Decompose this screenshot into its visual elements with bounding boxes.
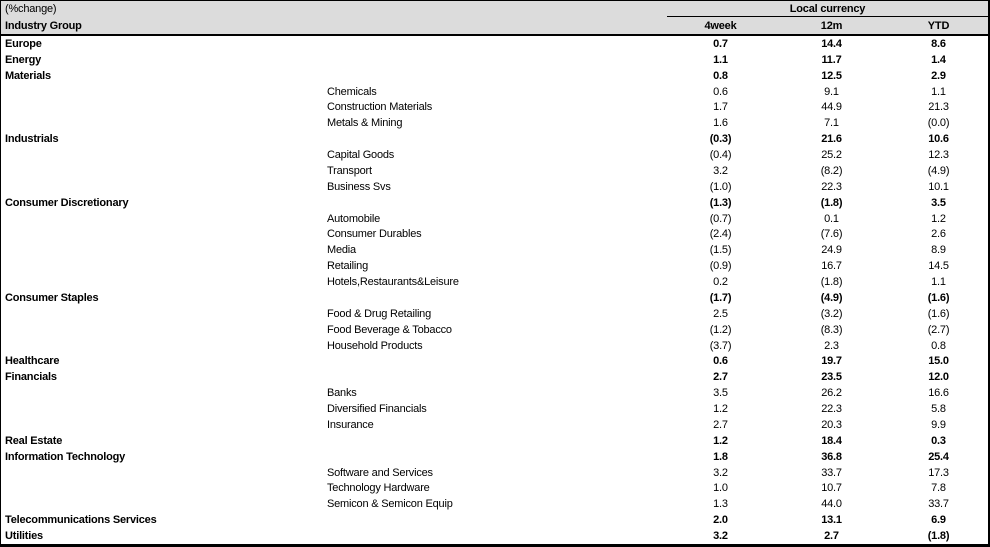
industry-group-label: Energy xyxy=(5,53,42,66)
value-4week: 1.8 xyxy=(713,450,728,463)
sub-industry-label: Automobile xyxy=(327,212,381,225)
table-row xyxy=(1,36,988,52)
value-4week: 2.5 xyxy=(713,307,728,320)
value-4week: 1.1 xyxy=(713,53,728,66)
value-12m: 12.5 xyxy=(821,69,842,82)
value-ytd: 17.3 xyxy=(928,466,949,479)
value-4week: (0.9) xyxy=(709,260,732,273)
table-row xyxy=(1,496,988,512)
value-12m: 0.1 xyxy=(824,212,839,225)
value-ytd: 16.6 xyxy=(928,387,949,400)
value-4week: 1.3 xyxy=(713,498,728,511)
value-4week: 1.7 xyxy=(713,101,728,114)
value-12m: 2.3 xyxy=(824,339,839,352)
industry-group-label: Healthcare xyxy=(5,355,60,368)
value-12m: 24.9 xyxy=(821,244,842,257)
column-header-4week: 4week xyxy=(704,19,737,32)
table-row xyxy=(1,322,988,338)
sub-industry-label: Diversified Financials xyxy=(327,403,427,416)
local-currency-group-header: Local currency xyxy=(667,1,988,17)
sub-industry-label: Hotels,Restaurants&Leisure xyxy=(327,276,459,289)
value-12m: 19.7 xyxy=(821,355,842,368)
value-ytd: 10.1 xyxy=(928,180,949,193)
value-12m: 25.2 xyxy=(821,149,842,162)
industry-group-label: Utilities xyxy=(5,530,43,543)
value-ytd: 1.2 xyxy=(931,212,946,225)
value-4week: (1.5) xyxy=(709,244,732,257)
value-ytd: (1.6) xyxy=(927,307,950,320)
industry-group-label: Information Technology xyxy=(5,450,126,463)
industry-group-label: Industrials xyxy=(5,133,59,146)
value-12m: 7.1 xyxy=(824,117,839,130)
industry-group-label: Consumer Staples xyxy=(5,291,99,304)
sub-industry-label: Media xyxy=(327,244,356,257)
value-4week: 2.0 xyxy=(713,514,728,527)
value-12m: 11.7 xyxy=(821,53,842,66)
value-12m: (3.2) xyxy=(820,307,843,320)
value-4week: 3.2 xyxy=(713,466,728,479)
value-4week: (0.3) xyxy=(709,133,732,146)
sub-industry-label: Insurance xyxy=(327,418,374,431)
value-4week: (2.4) xyxy=(709,228,732,241)
table-row xyxy=(1,84,988,100)
sub-industry-label: Metals & Mining xyxy=(327,117,403,130)
value-ytd: 14.5 xyxy=(928,260,949,273)
table-row xyxy=(1,528,988,544)
header-row-units xyxy=(1,1,988,17)
table-row xyxy=(1,433,988,449)
sub-industry-label: Consumer Durables xyxy=(327,228,422,241)
value-ytd: 9.9 xyxy=(931,418,946,431)
value-ytd: 0.3 xyxy=(931,434,946,447)
value-ytd: 2.9 xyxy=(931,69,946,82)
value-12m: (4.9) xyxy=(820,291,843,304)
sub-industry-label: Semicon & Semicon Equip xyxy=(327,498,453,511)
value-12m: 13.1 xyxy=(821,514,842,527)
value-4week: 1.2 xyxy=(713,403,728,416)
industry-group-label: Telecommunications Services xyxy=(5,514,157,527)
industry-group-label: Consumer Discretionary xyxy=(5,196,129,209)
sub-industry-label: Household Products xyxy=(327,339,423,352)
table-row xyxy=(1,481,988,497)
table-row xyxy=(1,306,988,322)
sub-industry-label: Capital Goods xyxy=(327,149,395,162)
value-ytd: 12.0 xyxy=(928,371,949,384)
sub-industry-label: Food Beverage & Tobacco xyxy=(327,323,452,336)
table-row xyxy=(1,227,988,243)
value-12m: 18.4 xyxy=(821,434,842,447)
value-4week: (0.7) xyxy=(709,212,732,225)
table-row xyxy=(1,163,988,179)
value-4week: 3.2 xyxy=(713,530,728,543)
value-12m: (7.6) xyxy=(820,228,843,241)
value-ytd: 7.8 xyxy=(931,482,946,495)
value-ytd: 15.0 xyxy=(928,355,949,368)
value-ytd: 6.9 xyxy=(931,514,946,527)
table-row xyxy=(1,52,988,68)
value-12m: (1.8) xyxy=(820,196,843,209)
industry-group-label: Financials xyxy=(5,371,57,384)
table-row xyxy=(1,512,988,528)
sub-industry-label: Construction Materials xyxy=(327,101,433,114)
value-4week: 0.6 xyxy=(713,355,728,368)
value-12m: (1.8) xyxy=(820,276,843,289)
table-row xyxy=(1,147,988,163)
value-ytd: 1.4 xyxy=(931,53,946,66)
sub-industry-label: Technology Hardware xyxy=(327,482,430,495)
value-4week: (3.7) xyxy=(709,339,732,352)
value-4week: 0.8 xyxy=(713,69,728,82)
value-12m: 44.0 xyxy=(821,498,842,511)
table-row xyxy=(1,195,988,211)
table-row xyxy=(1,258,988,274)
table-row xyxy=(1,401,988,417)
value-4week: 3.5 xyxy=(713,387,728,400)
value-4week: (0.4) xyxy=(709,149,732,162)
sub-industry-label: Business Svs xyxy=(327,180,391,193)
industry-group-column-header: Industry Group xyxy=(5,19,82,32)
table-row xyxy=(1,338,988,354)
value-ytd: 25.4 xyxy=(928,450,949,463)
value-12m: 23.5 xyxy=(821,371,842,384)
value-ytd: (1.8) xyxy=(927,530,950,543)
value-12m: 10.7 xyxy=(821,482,842,495)
value-12m: (8.3) xyxy=(820,323,843,336)
value-ytd: 2.6 xyxy=(931,228,946,241)
value-ytd: (0.0) xyxy=(927,117,950,130)
table-row xyxy=(1,131,988,147)
value-12m: 44.9 xyxy=(821,101,842,114)
value-ytd: 0.8 xyxy=(931,339,946,352)
value-ytd: 1.1 xyxy=(931,85,946,98)
value-4week: (1.3) xyxy=(709,196,732,209)
table-row xyxy=(1,100,988,116)
table-row xyxy=(1,179,988,195)
value-ytd: (4.9) xyxy=(927,164,950,177)
value-4week: 1.0 xyxy=(713,482,728,495)
value-4week: 3.2 xyxy=(713,164,728,177)
table-row xyxy=(1,449,988,465)
table-row xyxy=(1,115,988,131)
table-row xyxy=(1,465,988,481)
value-ytd: 21.3 xyxy=(928,101,949,114)
column-header-12m: 12m xyxy=(820,19,843,32)
sub-industry-label: Food & Drug Retailing xyxy=(327,307,432,320)
table-row xyxy=(1,68,988,84)
value-12m: 33.7 xyxy=(821,466,842,479)
industry-group-label: Europe xyxy=(5,37,42,50)
value-4week: (1.2) xyxy=(709,323,732,336)
value-4week: 1.2 xyxy=(713,434,728,447)
value-12m: 9.1 xyxy=(824,85,839,98)
sub-industry-label: Banks xyxy=(327,387,357,400)
value-4week: 1.6 xyxy=(713,117,728,130)
value-12m: 22.3 xyxy=(821,180,842,193)
value-ytd: 8.6 xyxy=(931,37,946,50)
sub-industry-label: Chemicals xyxy=(327,85,377,98)
value-ytd: 1.1 xyxy=(931,276,946,289)
value-12m: (8.2) xyxy=(820,164,843,177)
sub-industry-label: Retailing xyxy=(327,260,369,273)
value-12m: 20.3 xyxy=(821,418,842,431)
value-4week: 2.7 xyxy=(713,371,728,384)
header-row-columns xyxy=(1,17,988,34)
percent-change-label: (%change) xyxy=(5,3,57,15)
value-ytd: 5.8 xyxy=(931,403,946,416)
table-row xyxy=(1,242,988,258)
value-ytd: 3.5 xyxy=(931,196,946,209)
value-4week: (1.0) xyxy=(709,180,732,193)
value-12m: 21.6 xyxy=(821,133,842,146)
industry-group-label: Materials xyxy=(5,69,51,82)
table-header xyxy=(1,1,988,36)
industry-group-label: Real Estate xyxy=(5,434,63,447)
value-ytd: 10.6 xyxy=(928,133,949,146)
sub-industry-label: Transport xyxy=(327,164,372,177)
value-4week: 0.7 xyxy=(713,37,728,50)
table-row xyxy=(1,385,988,401)
value-12m: 16.7 xyxy=(821,260,842,273)
table-body xyxy=(1,36,988,544)
value-ytd: 33.7 xyxy=(928,498,949,511)
value-ytd: (2.7) xyxy=(927,323,950,336)
value-12m: 22.3 xyxy=(821,403,842,416)
table-row xyxy=(1,274,988,290)
value-12m: 2.7 xyxy=(824,530,839,543)
value-12m: 26.2 xyxy=(821,387,842,400)
value-4week: 0.6 xyxy=(713,85,728,98)
sub-industry-label: Software and Services xyxy=(327,466,433,479)
value-4week: (1.7) xyxy=(709,291,732,304)
table-row xyxy=(1,290,988,306)
value-ytd: 12.3 xyxy=(928,149,949,162)
value-4week: 0.2 xyxy=(713,276,728,289)
value-ytd: (1.6) xyxy=(927,291,950,304)
column-header-ytd: YTD xyxy=(927,19,950,32)
table-row xyxy=(1,354,988,370)
table-row xyxy=(1,417,988,433)
table-row xyxy=(1,211,988,227)
value-12m: 14.4 xyxy=(821,37,842,50)
value-ytd: 8.9 xyxy=(931,244,946,257)
table-row xyxy=(1,369,988,385)
value-4week: 2.7 xyxy=(713,418,728,431)
value-12m: 36.8 xyxy=(821,450,842,463)
